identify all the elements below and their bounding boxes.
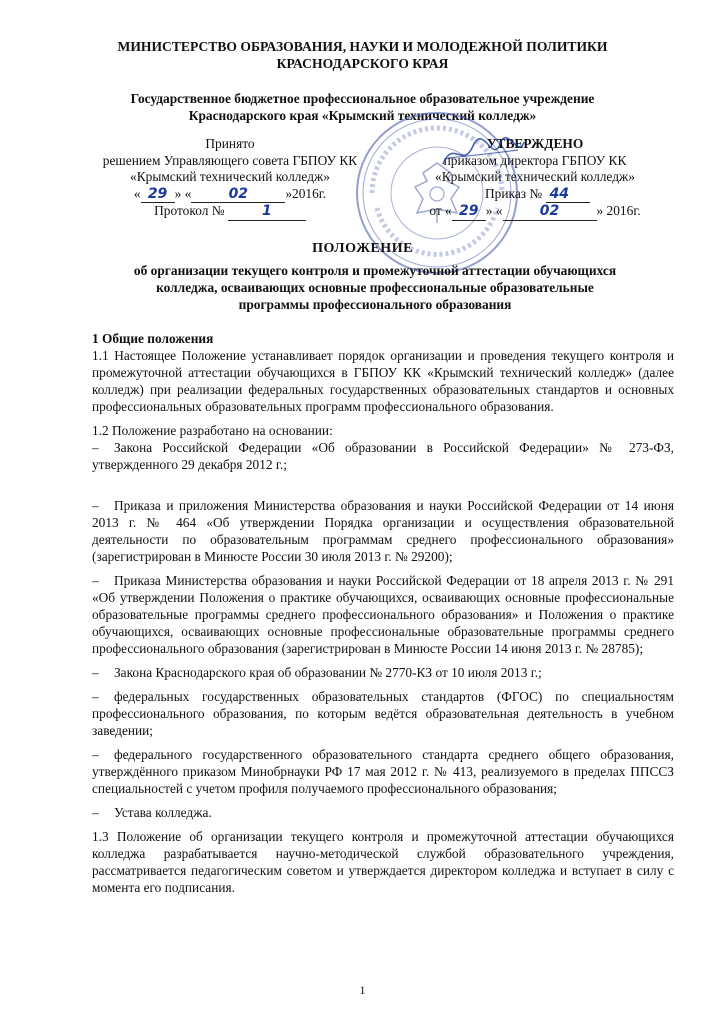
page-number: 1	[359, 983, 366, 997]
protocol-line	[100, 203, 360, 221]
adopted-date	[100, 186, 360, 204]
adopted-college: «Крымский технический колледж»	[130, 169, 330, 184]
adopted-block	[100, 136, 360, 221]
list-dash: –	[92, 573, 99, 588]
approved-title: УТВЕРЖДЕНО	[486, 136, 584, 151]
approved-date-mid: » «	[485, 203, 503, 218]
list-dash: –	[92, 665, 99, 680]
list-item	[92, 746, 674, 797]
adopted-council: решением Управляющего совета ГБПОУ КК	[102, 152, 358, 168]
document-subtitle-line-2: колледжа, осваивающих основные профессиональные образовательные	[156, 280, 594, 295]
institution-line-1: Государственное бюджетное профессиональное образовательное учреждение	[130, 91, 595, 106]
list-dash: –	[92, 805, 99, 820]
approved-date-prefix: от «	[429, 203, 452, 218]
protocol-label: Протокол №	[154, 203, 225, 218]
adopted-title: Принято	[205, 136, 255, 151]
list-item-text: Закона Российской Федерации «Об образовании в Российской Федерации» № 273-ФЗ, утвержденного 29 декабря 2012 г.;	[92, 440, 674, 472]
approved-order-by: приказом директора ГБПОУ КК	[443, 152, 627, 168]
adopted-date-mid: » «	[174, 185, 192, 201]
document-subtitle	[95, 262, 655, 313]
signature-icon	[438, 134, 528, 174]
paragraph-1-2: 1.2 Положение разработано на основании:	[92, 423, 333, 438]
list-item-text: федерального государственного образовательного стандарта среднего общего образования, утверждённого приказом Минобрнауки РФ 17 мая 2012 г. № 413, реализуемого в пределах ППССЗ специальностей с учетом профиля получаемого профессионального образования;	[92, 747, 674, 796]
approved-date	[405, 203, 665, 221]
list-dash: –	[92, 747, 99, 762]
document-subtitle-line-3: программы профессионального образования	[238, 297, 512, 312]
list-item-text: Закона Краснодарского края об образовании № 2770-КЗ от 10 июля 2013 г.;	[114, 665, 542, 680]
list-item	[92, 572, 674, 657]
list-dash: –	[92, 689, 99, 704]
list-item	[92, 664, 674, 681]
list-dash: –	[92, 498, 99, 513]
list-item	[92, 688, 674, 739]
document-body	[92, 330, 674, 903]
institution-line-2: Краснодарского края «Крымский технический колледж»	[188, 108, 537, 123]
list-item-text: федеральных государственных образовательных стандартов (ФГОС) по специальностям профессионального образования, по которым ведётся образовательная деятельность в учебном заведении;	[92, 689, 674, 738]
list-dash: –	[92, 440, 99, 455]
approved-day: 29	[452, 203, 486, 221]
list-item	[92, 804, 674, 821]
paragraph-1-1: 1.1 Настоящее Положение устанавливает порядок организации и проведения текущего контроля и промежуточной аттестации обучающихся в ГБПОУ КК «Крымский технический колледж» (далее колледж) при реализации федеральных государственных образовательных стандартов и основных профессиональных образовательных программ профессионального образования.	[92, 348, 674, 414]
section-heading: 1 Общие положения	[92, 331, 214, 346]
document-subtitle-line-1: об организации текущего контроля и промежуточной аттестации обучающихся	[133, 263, 617, 278]
list-item-text: Приказа и приложения Министерства образования и науки Российской Федерации от 14 июня 2013 г. № 464 «Об утверждении Порядка организации и осуществления образовательной деятельности по образовательным программам среднего профессионального образования» (зарегистрирован в Минюсте России 30 июля 2013 г. № 29200);	[92, 498, 674, 564]
protocol-number: 1	[228, 203, 306, 221]
document-title: ПОЛОЖЕНИЕ	[312, 241, 413, 256]
list-item	[92, 497, 674, 565]
approved-month: 02	[503, 203, 597, 221]
ministry-line-2: КРАСНОДАРСКОГО КРАЯ	[276, 56, 449, 71]
ministry-header	[0, 38, 725, 72]
adopted-date-open: «	[133, 185, 141, 201]
order-label: Приказ №	[485, 185, 543, 201]
order-number: 44	[546, 186, 590, 204]
ministry-line-1: МИНИСТЕРСТВО ОБРАЗОВАНИЯ, НАУКИ И МОЛОДЕЖНОЙ ПОЛИТИКИ	[117, 39, 608, 54]
approved-college: «Крымский технический колледж»	[435, 169, 635, 184]
paragraph-1-3: 1.3 Положение об организации текущего контроля и промежуточной аттестации обучающихся колледжа разрабатывается научно-методической службой образовательного учреждения, рассматривается педагогическим советом и утверждается директором колледжа и вступает в силу с момента его подписания.	[92, 829, 674, 895]
list-item	[92, 439, 674, 473]
list-item-text: Приказа Министерства образования и науки Российской Федерации от 18 апреля 2013 г. № 291 «Об утверждении Положения о практике обучающихся, осваивающих основные профессиональные образовательные программы среднего профессионального образования» и Положения о практике обучающихся, осваивающих основные профессиональные образовательные программы среднего профессионального образования (зарегистрирован в Минюсте России 14 июня 2013 г. № 28785);	[92, 573, 674, 656]
adopted-month: 02	[191, 186, 285, 204]
approved-date-close: » 2016г.	[596, 203, 641, 218]
adopted-date-close: »2016г.	[285, 185, 327, 201]
order-line	[405, 186, 665, 204]
adopted-day: 29	[141, 186, 175, 204]
list-item-text: Устава колледжа.	[114, 805, 212, 820]
